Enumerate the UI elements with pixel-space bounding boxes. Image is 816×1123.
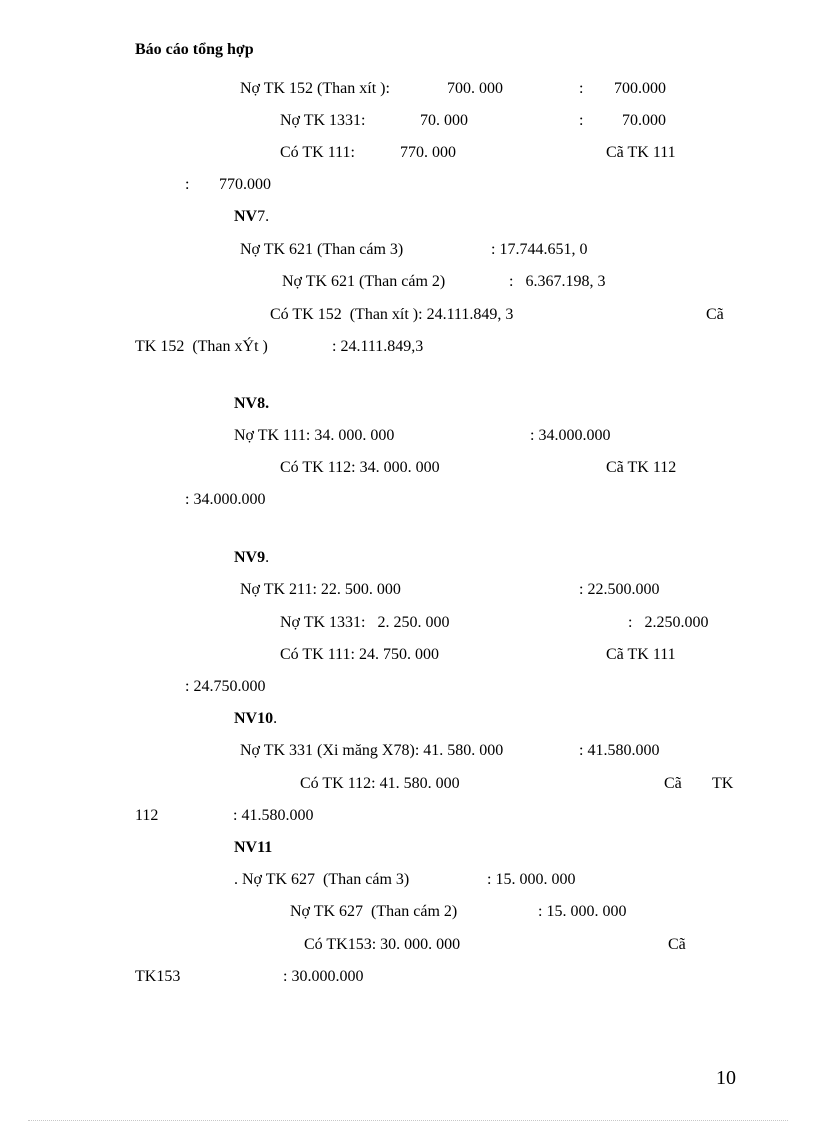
- section-nv7-number: 7.: [257, 208, 270, 225]
- entry-credit-112-nv10-ledger: Cã: [664, 775, 682, 792]
- entry-debit-627-cam3-amount: : 15. 000. 000: [487, 871, 576, 888]
- section-nv7-label: NV: [234, 208, 258, 225]
- section-nv7-heading: [234, 207, 269, 227]
- entry-credit-111-nv9-total: : 24.750.000: [185, 678, 266, 695]
- entry-debit-152-amount: 700. 000: [447, 80, 503, 97]
- entry-debit-331: Nợ TK 331 (Xi măng X78): 41. 580. 000: [240, 742, 504, 759]
- section-nv8-heading: NV8.: [234, 395, 270, 412]
- entry-credit-153-ledger-cont: TK153: [135, 968, 181, 985]
- section-nv9-label: NV9: [234, 549, 266, 566]
- colon-separator: :: [579, 112, 584, 129]
- page-bottom-divider: [28, 1120, 788, 1121]
- entry-credit-153: Có TK153: 30. 000. 000: [304, 936, 461, 953]
- entry-credit-111-nv9-ledger: Cã TK 111: [606, 646, 676, 663]
- colon-separator: :: [185, 176, 190, 193]
- entry-debit-1331: Nợ TK 1331:: [280, 112, 366, 129]
- entry-debit-1331-nv9: Nợ TK 1331: 2. 250. 000: [280, 614, 450, 631]
- section-nv10-dot: .: [273, 710, 278, 727]
- page-number: 10: [716, 1067, 736, 1089]
- entry-debit-331-total: : 41.580.000: [579, 742, 660, 759]
- entry-credit-111: Có TK 111:: [280, 144, 355, 161]
- section-nv11-heading: NV11: [234, 839, 273, 856]
- entry-credit-153-total: : 30.000.000: [283, 968, 364, 985]
- page-header-title: Báo cáo tổng hợp: [135, 41, 254, 58]
- entry-debit-1331-nv9-total: : 2.250.000: [628, 614, 709, 631]
- entry-credit-112-nv10-ledger-tk: TK: [712, 775, 734, 792]
- entry-debit-627-cam2-amount: : 15. 000. 000: [538, 903, 627, 920]
- section-nv9-dot: .: [265, 549, 270, 566]
- entry-debit-111-total: : 34.000.000: [530, 427, 611, 444]
- entry-debit-621-cam3-total: : 17.744.651, 0: [491, 241, 588, 258]
- entry-credit-111-ledger: Cã TK 111: [606, 144, 676, 161]
- section-nv9-heading: [234, 548, 269, 568]
- entry-credit-152: Có TK 152 (Than xít ): 24.111.849, 3: [270, 306, 514, 323]
- entry-debit-211: Nợ TK 211: 22. 500. 000: [240, 581, 401, 598]
- entry-debit-1331-total: 70.000: [622, 112, 666, 129]
- section-nv10-label: NV10: [234, 710, 274, 727]
- entry-credit-111-amount: 770. 000: [400, 144, 456, 161]
- entry-credit-152-total: : 24.111.849,3: [332, 338, 424, 355]
- entry-credit-112-nv10-total: : 41.580.000: [233, 807, 314, 824]
- entry-debit-621-cam2: Nợ TK 621 (Than cám 2): [282, 273, 446, 290]
- entry-debit-1331-amount: 70. 000: [420, 112, 468, 129]
- entry-debit-627-cam2: Nợ TK 627 (Than cám 2): [290, 903, 458, 920]
- entry-debit-211-total: : 22.500.000: [579, 581, 660, 598]
- entry-debit-152-total: 700.000: [614, 80, 666, 97]
- entry-credit-111-total: 770.000: [219, 176, 271, 193]
- entry-credit-112-total: : 34.000.000: [185, 491, 266, 508]
- entry-credit-152-ledger: Cã: [706, 306, 724, 323]
- colon-separator: :: [579, 80, 584, 97]
- section-nv10-heading: [234, 709, 277, 729]
- entry-debit-621-cam3: Nợ TK 621 (Than cám 3): [240, 241, 404, 258]
- entry-debit-111: Nợ TK 111: 34. 000. 000: [234, 427, 395, 444]
- entry-debit-152: Nợ TK 152 (Than xít ):: [240, 80, 390, 97]
- entry-debit-627-cam3: . Nợ TK 627 (Than cám 3): [234, 871, 410, 888]
- entry-credit-153-ledger: Cã: [668, 936, 686, 953]
- entry-debit-621-cam2-total: : 6.367.198, 3: [509, 273, 606, 290]
- entry-credit-112: Có TK 112: 34. 000. 000: [280, 459, 440, 476]
- entry-credit-112-nv10-ledger-cont: 112: [135, 807, 159, 824]
- entry-credit-111-nv9: Có TK 111: 24. 750. 000: [280, 646, 439, 663]
- entry-credit-112-ledger: Cã TK 112: [606, 459, 677, 476]
- entry-credit-112-nv10: Có TK 112: 41. 580. 000: [300, 775, 460, 792]
- entry-credit-152-ledger-cont: TK 152 (Than xÝt ): [135, 338, 268, 355]
